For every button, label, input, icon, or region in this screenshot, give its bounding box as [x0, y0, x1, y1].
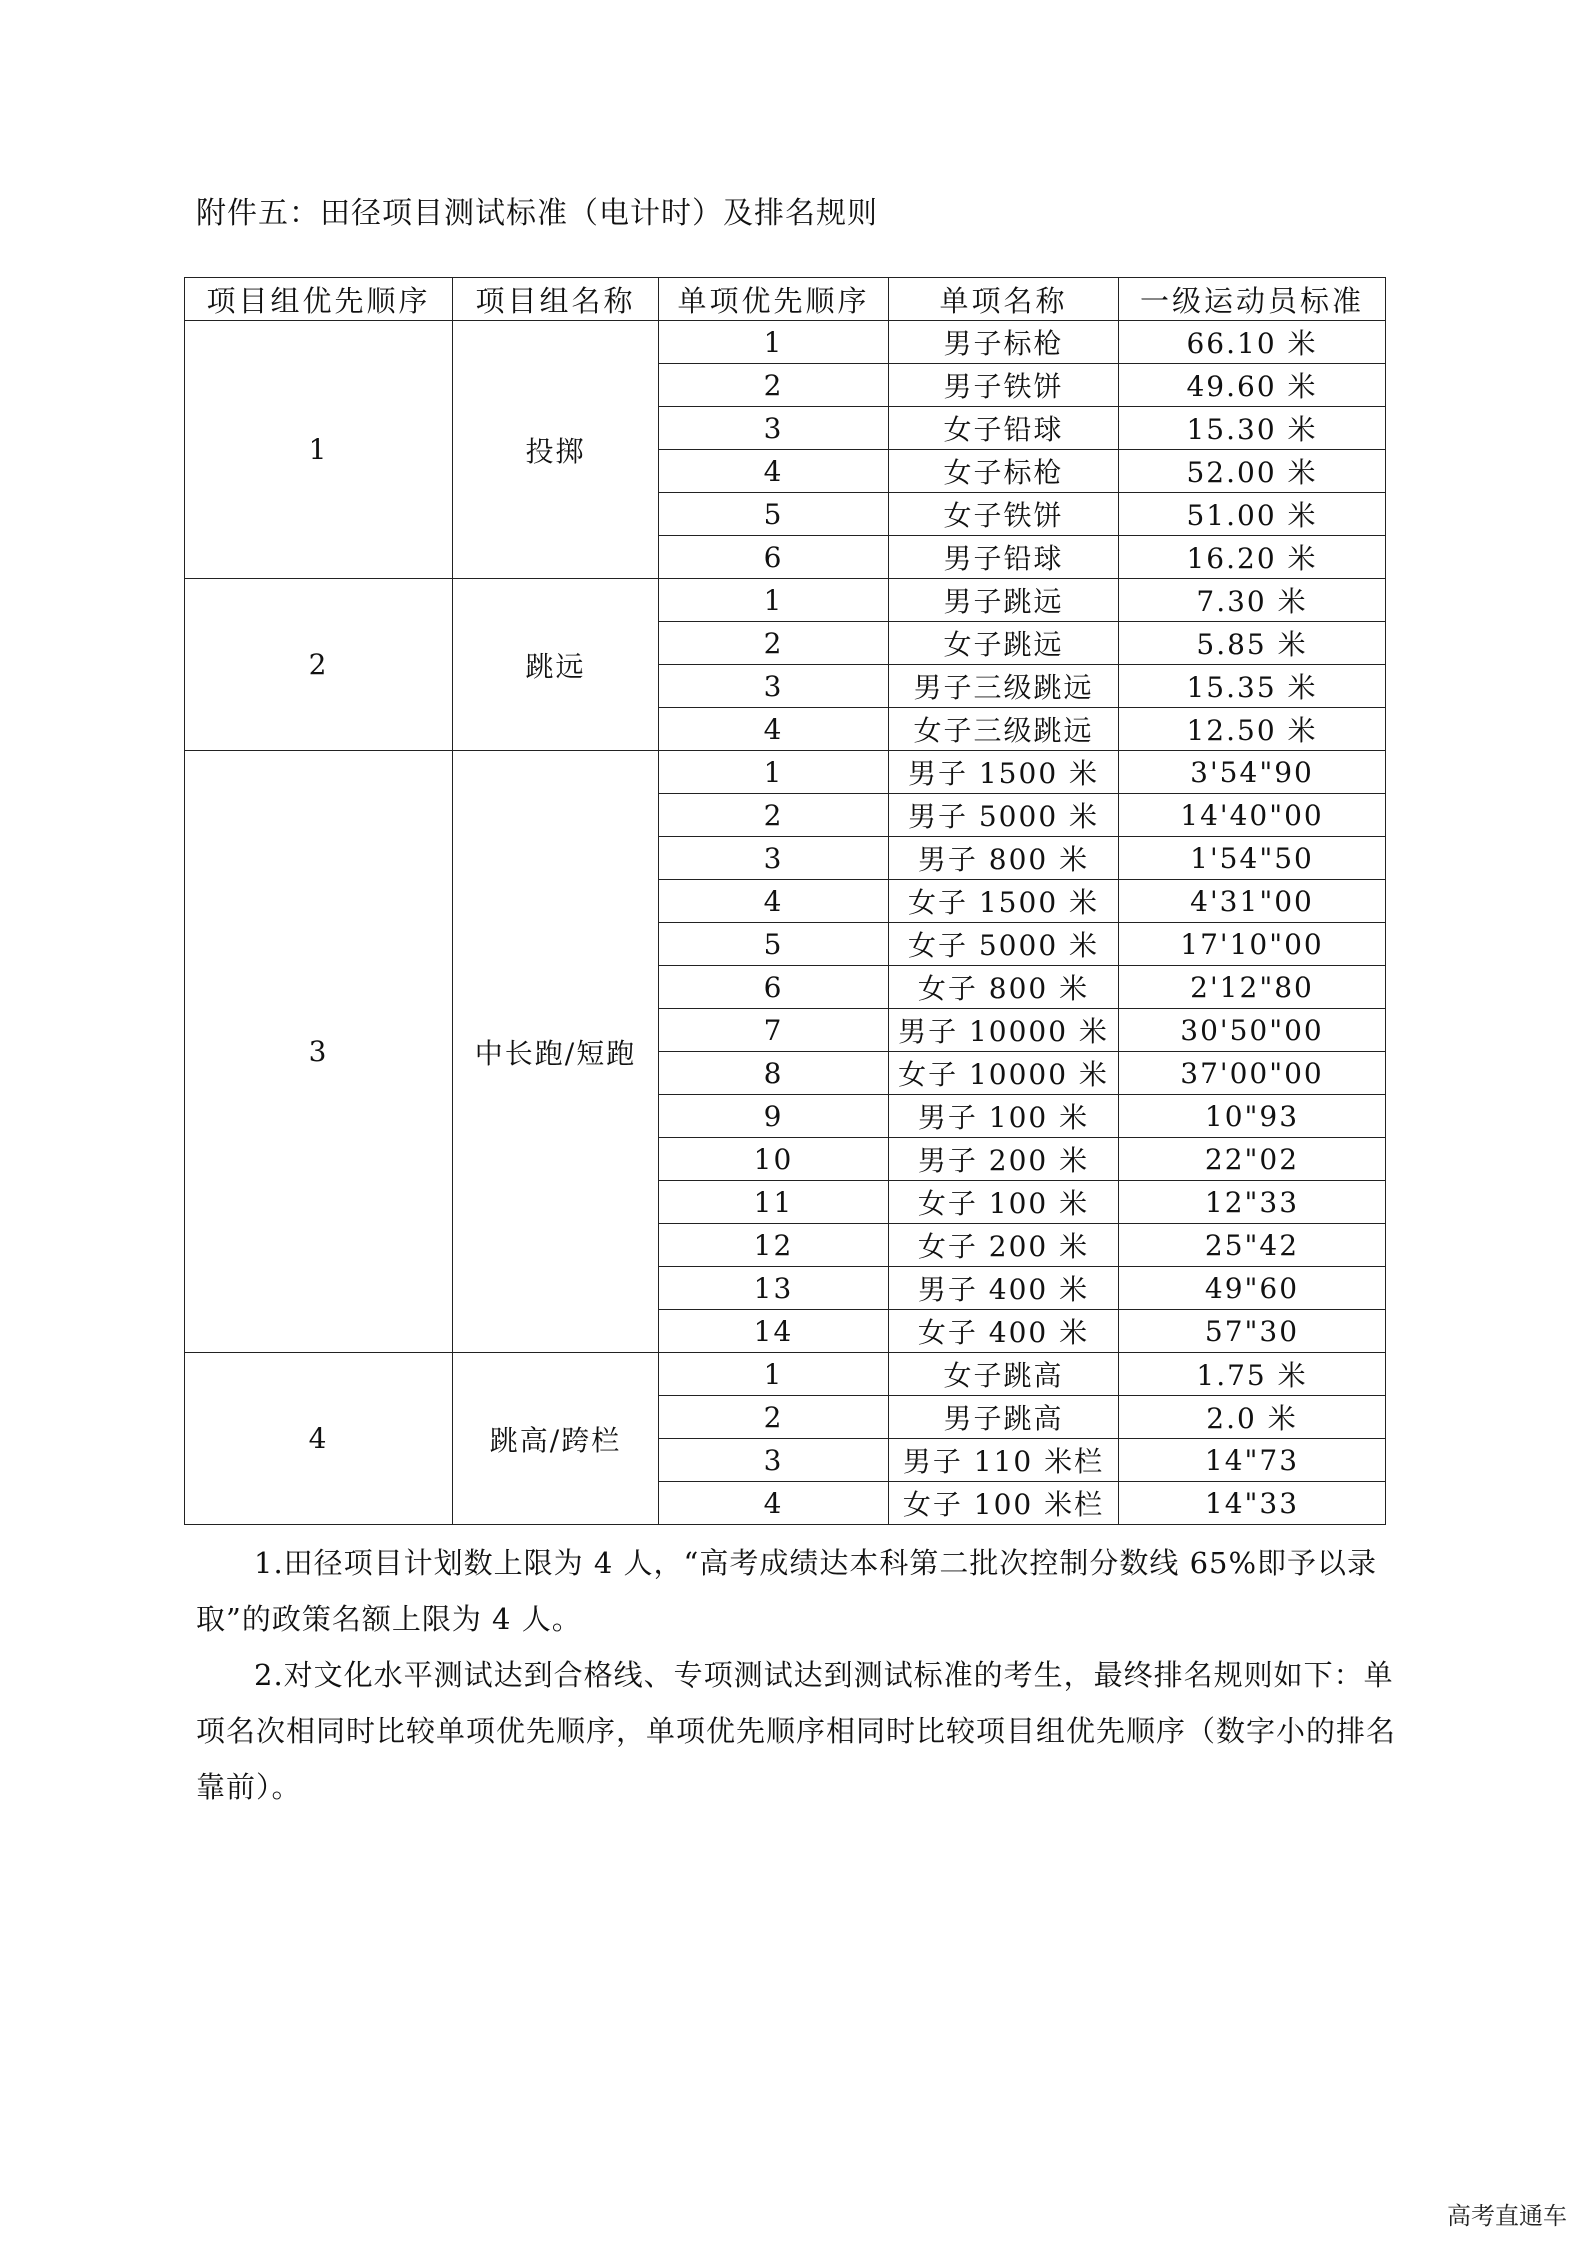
item-name-cell: 男子铁饼 [889, 364, 1119, 407]
item-name-cell: 女子 800 米 [889, 966, 1119, 1009]
table-row [185, 321, 1386, 364]
page-title: 附件五：田径项目测试标准（电计时）及排名规则 [196, 196, 878, 231]
item-name-cell: 男子 10000 米 [889, 1009, 1119, 1052]
item-order-cell: 13 [659, 1267, 889, 1310]
item-order-cell: 3 [659, 407, 889, 450]
item-order-cell: 11 [659, 1181, 889, 1224]
item-name-cell: 男子 800 米 [889, 837, 1119, 880]
item-standard-cell: 14'40"00 [1119, 794, 1386, 837]
item-standard-cell: 30'50"00 [1119, 1009, 1386, 1052]
item-name-cell: 女子 10000 米 [889, 1052, 1119, 1095]
group-order-cell: 3 [185, 751, 453, 1353]
item-name-cell: 男子 5000 米 [889, 794, 1119, 837]
group-order-cell: 4 [185, 1353, 453, 1525]
item-standard-cell: 5.85 米 [1119, 622, 1386, 665]
header-group-order: 项目组优先顺序 [185, 278, 453, 321]
item-name-cell: 女子 100 米 [889, 1181, 1119, 1224]
item-order-cell: 4 [659, 880, 889, 923]
item-order-cell: 2 [659, 794, 889, 837]
item-name-cell: 男子跳高 [889, 1396, 1119, 1439]
table-row [185, 751, 1386, 794]
item-name-cell: 男子铅球 [889, 536, 1119, 579]
item-name-cell: 男子 200 米 [889, 1138, 1119, 1181]
item-order-cell: 5 [659, 493, 889, 536]
item-order-cell: 4 [659, 1482, 889, 1525]
item-name-cell: 男子 110 米栏 [889, 1439, 1119, 1482]
item-name-cell: 女子三级跳远 [889, 708, 1119, 751]
item-standard-cell: 52.00 米 [1119, 450, 1386, 493]
header-group-name: 项目组名称 [453, 278, 659, 321]
item-standard-cell: 15.30 米 [1119, 407, 1386, 450]
item-name-cell: 男子跳远 [889, 579, 1119, 622]
item-standard-cell: 12.50 米 [1119, 708, 1386, 751]
note-2: 2.对文化水平测试达到合格线、专项测试达到测试标准的考生，最终排名规则如下：单项名次相同时比较单项优先顺序，单项优先顺序相同时比较项目组优先顺序（数字小的排名靠前）。 [196, 1658, 1397, 1804]
item-name-cell: 男子 100 米 [889, 1095, 1119, 1138]
item-standard-cell: 49.60 米 [1119, 364, 1386, 407]
item-order-cell: 1 [659, 1353, 889, 1396]
item-order-cell: 8 [659, 1052, 889, 1095]
item-order-cell: 2 [659, 364, 889, 407]
item-standard-cell: 66.10 米 [1119, 321, 1386, 364]
notes [196, 1535, 1402, 1815]
item-order-cell: 4 [659, 450, 889, 493]
item-standard-cell: 49"60 [1119, 1267, 1386, 1310]
item-order-cell: 3 [659, 1439, 889, 1482]
item-name-cell: 女子铅球 [889, 407, 1119, 450]
group-name-cell: 跳高/跨栏 [453, 1353, 659, 1525]
item-standard-cell: 1'54"50 [1119, 837, 1386, 880]
item-name-cell: 女子跳远 [889, 622, 1119, 665]
item-standard-cell: 2'12"80 [1119, 966, 1386, 1009]
item-standard-cell: 14"33 [1119, 1482, 1386, 1525]
item-order-cell: 7 [659, 1009, 889, 1052]
item-standard-cell: 51.00 米 [1119, 493, 1386, 536]
item-order-cell: 12 [659, 1224, 889, 1267]
item-standard-cell: 15.35 米 [1119, 665, 1386, 708]
item-name-cell: 女子铁饼 [889, 493, 1119, 536]
item-order-cell: 1 [659, 751, 889, 794]
item-standard-cell: 12"33 [1119, 1181, 1386, 1224]
item-order-cell: 1 [659, 579, 889, 622]
note-1: 1.田径项目计划数上限为 4 人，“高考成绩达本科第二批次控制分数线 65%即予以录取”的政策名额上限为 4 人。 [196, 1546, 1378, 1636]
item-name-cell: 男子 1500 米 [889, 751, 1119, 794]
standards-table [184, 277, 1386, 1525]
table-row [185, 579, 1386, 622]
header-item-name: 单项名称 [889, 278, 1119, 321]
item-name-cell: 男子 400 米 [889, 1267, 1119, 1310]
header-item-order: 单项优先顺序 [659, 278, 889, 321]
item-order-cell: 6 [659, 966, 889, 1009]
item-name-cell: 男子三级跳远 [889, 665, 1119, 708]
item-order-cell: 2 [659, 1396, 889, 1439]
group-order-cell: 2 [185, 579, 453, 751]
item-order-cell: 1 [659, 321, 889, 364]
item-order-cell: 2 [659, 622, 889, 665]
table-body [185, 321, 1386, 1525]
item-standard-cell: 37'00"00 [1119, 1052, 1386, 1095]
group-name-cell: 投掷 [453, 321, 659, 579]
item-order-cell: 10 [659, 1138, 889, 1181]
item-standard-cell: 16.20 米 [1119, 536, 1386, 579]
item-standard-cell: 14"73 [1119, 1439, 1386, 1482]
item-order-cell: 9 [659, 1095, 889, 1138]
item-name-cell: 女子跳高 [889, 1353, 1119, 1396]
group-name-cell: 中长跑/短跑 [453, 751, 659, 1353]
footer-watermark: 高考直通车 [1447, 2202, 1567, 2230]
item-standard-cell: 2.0 米 [1119, 1396, 1386, 1439]
item-name-cell: 女子 400 米 [889, 1310, 1119, 1353]
item-order-cell: 5 [659, 923, 889, 966]
item-name-cell: 女子 100 米栏 [889, 1482, 1119, 1525]
item-order-cell: 3 [659, 837, 889, 880]
item-name-cell: 女子 1500 米 [889, 880, 1119, 923]
table-row [185, 1353, 1386, 1396]
header-standard: 一级运动员标准 [1119, 278, 1386, 321]
item-name-cell: 女子 200 米 [889, 1224, 1119, 1267]
item-order-cell: 14 [659, 1310, 889, 1353]
item-standard-cell: 7.30 米 [1119, 579, 1386, 622]
item-order-cell: 4 [659, 708, 889, 751]
item-standard-cell: 3'54"90 [1119, 751, 1386, 794]
item-standard-cell: 57"30 [1119, 1310, 1386, 1353]
item-standard-cell: 4'31"00 [1119, 880, 1386, 923]
item-name-cell: 男子标枪 [889, 321, 1119, 364]
group-name-cell: 跳远 [453, 579, 659, 751]
item-standard-cell: 1.75 米 [1119, 1353, 1386, 1396]
item-order-cell: 3 [659, 665, 889, 708]
item-standard-cell: 17'10"00 [1119, 923, 1386, 966]
table-header-row [185, 278, 1386, 321]
item-standard-cell: 22"02 [1119, 1138, 1386, 1181]
item-standard-cell: 25"42 [1119, 1224, 1386, 1267]
item-name-cell: 女子 5000 米 [889, 923, 1119, 966]
item-standard-cell: 10"93 [1119, 1095, 1386, 1138]
item-order-cell: 6 [659, 536, 889, 579]
item-name-cell: 女子标枪 [889, 450, 1119, 493]
group-order-cell: 1 [185, 321, 453, 579]
